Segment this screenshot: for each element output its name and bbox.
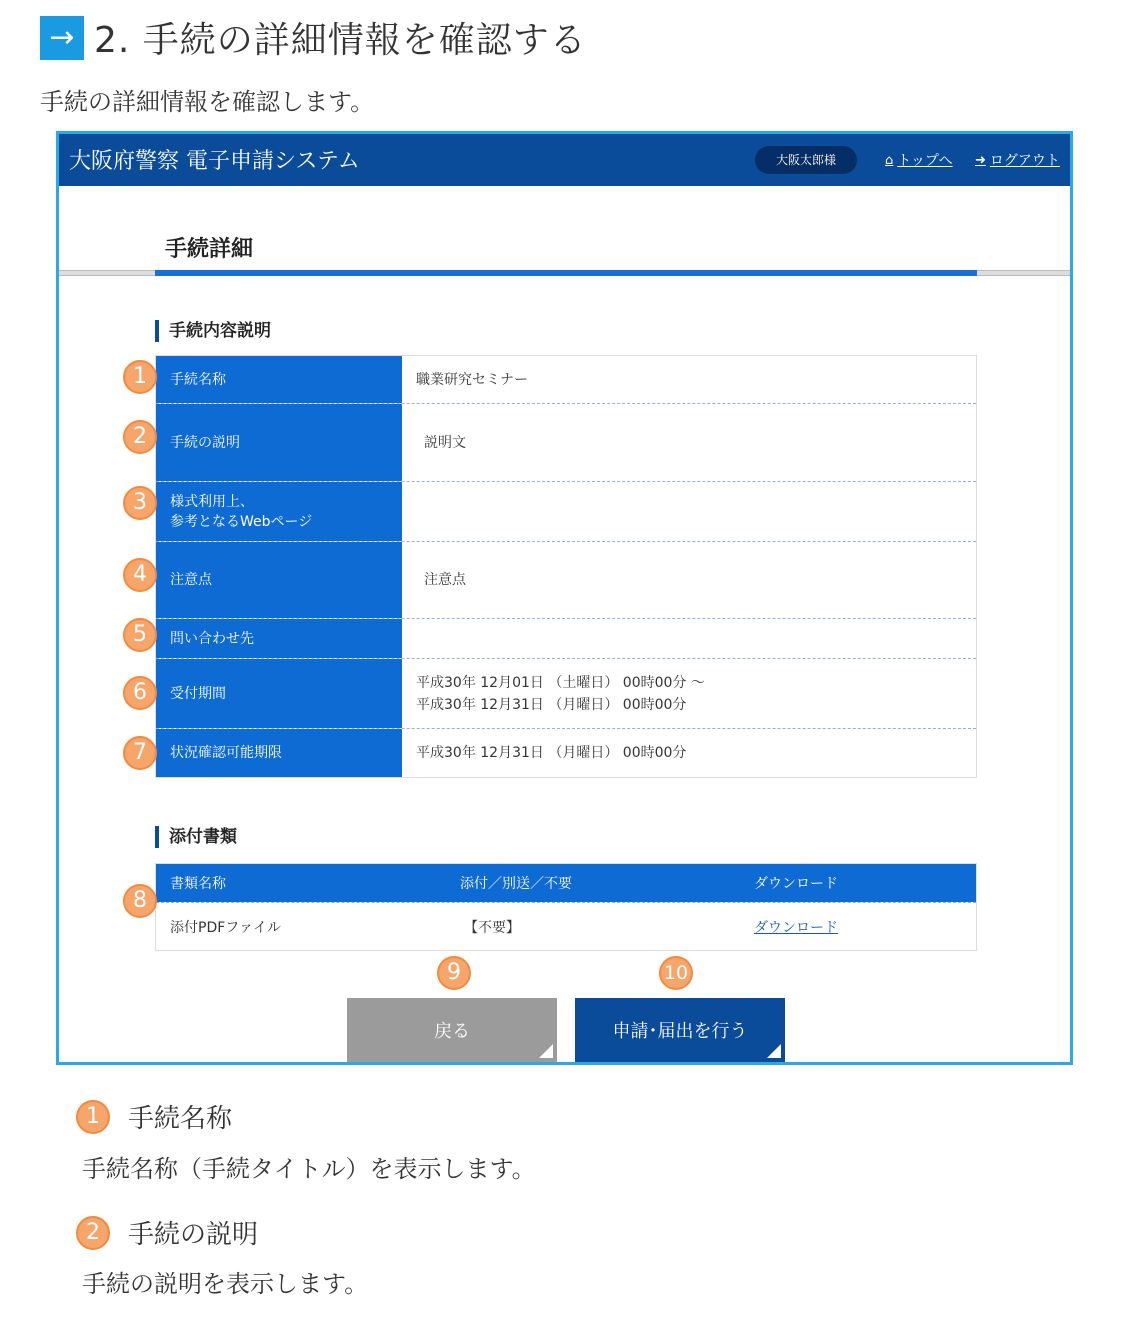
description-title: 手続の説明: [128, 1220, 259, 1250]
home-icon: ⌂: [885, 152, 894, 168]
attachment-status: 【不要】: [464, 919, 520, 936]
callout-badge: 1: [76, 1100, 110, 1134]
table-row: [156, 404, 976, 482]
submit-application-button[interactable]: [575, 998, 785, 1062]
title-underline: [155, 270, 977, 276]
logout-link[interactable]: [975, 150, 1060, 170]
column-header: ダウンロード: [754, 876, 838, 892]
attachment-table: [155, 863, 977, 951]
description-text: 手続の説明を表示します。: [82, 1270, 369, 1298]
table-row: [156, 902, 976, 950]
callout-badge: 9: [437, 956, 471, 990]
row-value: 職業研究セミナー: [416, 371, 528, 388]
attachment-name: 添付PDFファイル: [170, 919, 281, 936]
app-header: [59, 134, 1070, 186]
back-button-label: 戻る: [434, 1021, 470, 1042]
description-heading: [76, 1214, 258, 1251]
callout-badge: 10: [659, 956, 693, 990]
row-value: 説明文: [424, 434, 466, 451]
column-header: 添付／別送／不要: [460, 876, 572, 892]
row-label: 状況確認可能期限: [156, 729, 402, 777]
row-value-line1: 平成30年 12月01日 （土曜日） 00時00分 ～: [416, 674, 705, 691]
description-text: 手続名称（手続タイトル）を表示します。: [82, 1155, 536, 1183]
callout-badge: 7: [123, 736, 157, 770]
row-label: [156, 482, 402, 541]
back-button[interactable]: [347, 998, 557, 1062]
doc-heading: [40, 12, 587, 63]
table-row: [156, 542, 976, 619]
section-heading-description: 手続内容説明: [155, 320, 271, 342]
corner-triangle-icon: [539, 1044, 553, 1058]
row-value: 平成30年 12月31日 （月曜日） 00時00分: [416, 745, 687, 761]
description-title: 手続名称: [128, 1104, 233, 1134]
table-row: [156, 729, 976, 777]
top-link-label: トップへ: [897, 153, 953, 169]
table-row: [156, 482, 976, 542]
corner-triangle-icon: [767, 1044, 781, 1058]
row-label: 手続の説明: [156, 404, 402, 481]
page-title: 手続詳細: [165, 237, 254, 262]
row-value-line2: 平成30年 12月31日 （月曜日） 00時00分: [416, 696, 687, 713]
row-value: [402, 482, 976, 541]
row-label: 受付期間: [156, 659, 402, 728]
table-row: [156, 659, 976, 729]
user-badge: 大阪太郎様: [755, 146, 857, 174]
top-link[interactable]: [885, 150, 953, 170]
callout-badge: 2: [123, 420, 157, 454]
description-heading: [76, 1098, 232, 1135]
app-title: 大阪府警察 電子申請システム: [69, 149, 360, 174]
row-value: [402, 659, 976, 728]
callout-badge: 3: [123, 486, 157, 520]
section-heading-attachments: 添付書類: [155, 826, 237, 848]
doc-intro: 手続の詳細情報を確認します。: [40, 88, 375, 116]
callout-badge: 1: [123, 360, 157, 394]
row-label: 注意点: [156, 542, 402, 618]
table-row: [156, 356, 976, 404]
row-label: 手続名称: [156, 356, 402, 403]
callout-badge: 6: [123, 676, 157, 710]
submit-button-label: 申請･届出を行う: [612, 1021, 748, 1042]
callout-badge: 4: [123, 558, 157, 592]
callout-badge: 8: [123, 884, 157, 918]
callout-badge: 5: [123, 618, 157, 652]
logout-icon: ➜: [975, 152, 986, 168]
row-value: 注意点: [424, 572, 466, 588]
logout-link-label: ログアウト: [989, 153, 1060, 169]
screenshot-frame: [56, 131, 1073, 1065]
row-label-line1: 様式利用上、: [170, 493, 254, 510]
detail-table: [155, 355, 977, 778]
callout-badge: 2: [76, 1216, 110, 1250]
row-value: [402, 619, 976, 658]
doc-title: 2. 手続の詳細情報を確認する: [94, 20, 587, 61]
table-row: [156, 619, 976, 659]
download-link[interactable]: ダウンロード: [754, 919, 838, 936]
row-label: 問い合わせ先: [156, 619, 402, 658]
row-label-line2: 参考となるWebページ: [170, 513, 313, 530]
attachment-table-header: [156, 864, 976, 902]
column-header: 書類名称: [170, 876, 226, 892]
arrow-right-icon: →: [40, 16, 84, 60]
